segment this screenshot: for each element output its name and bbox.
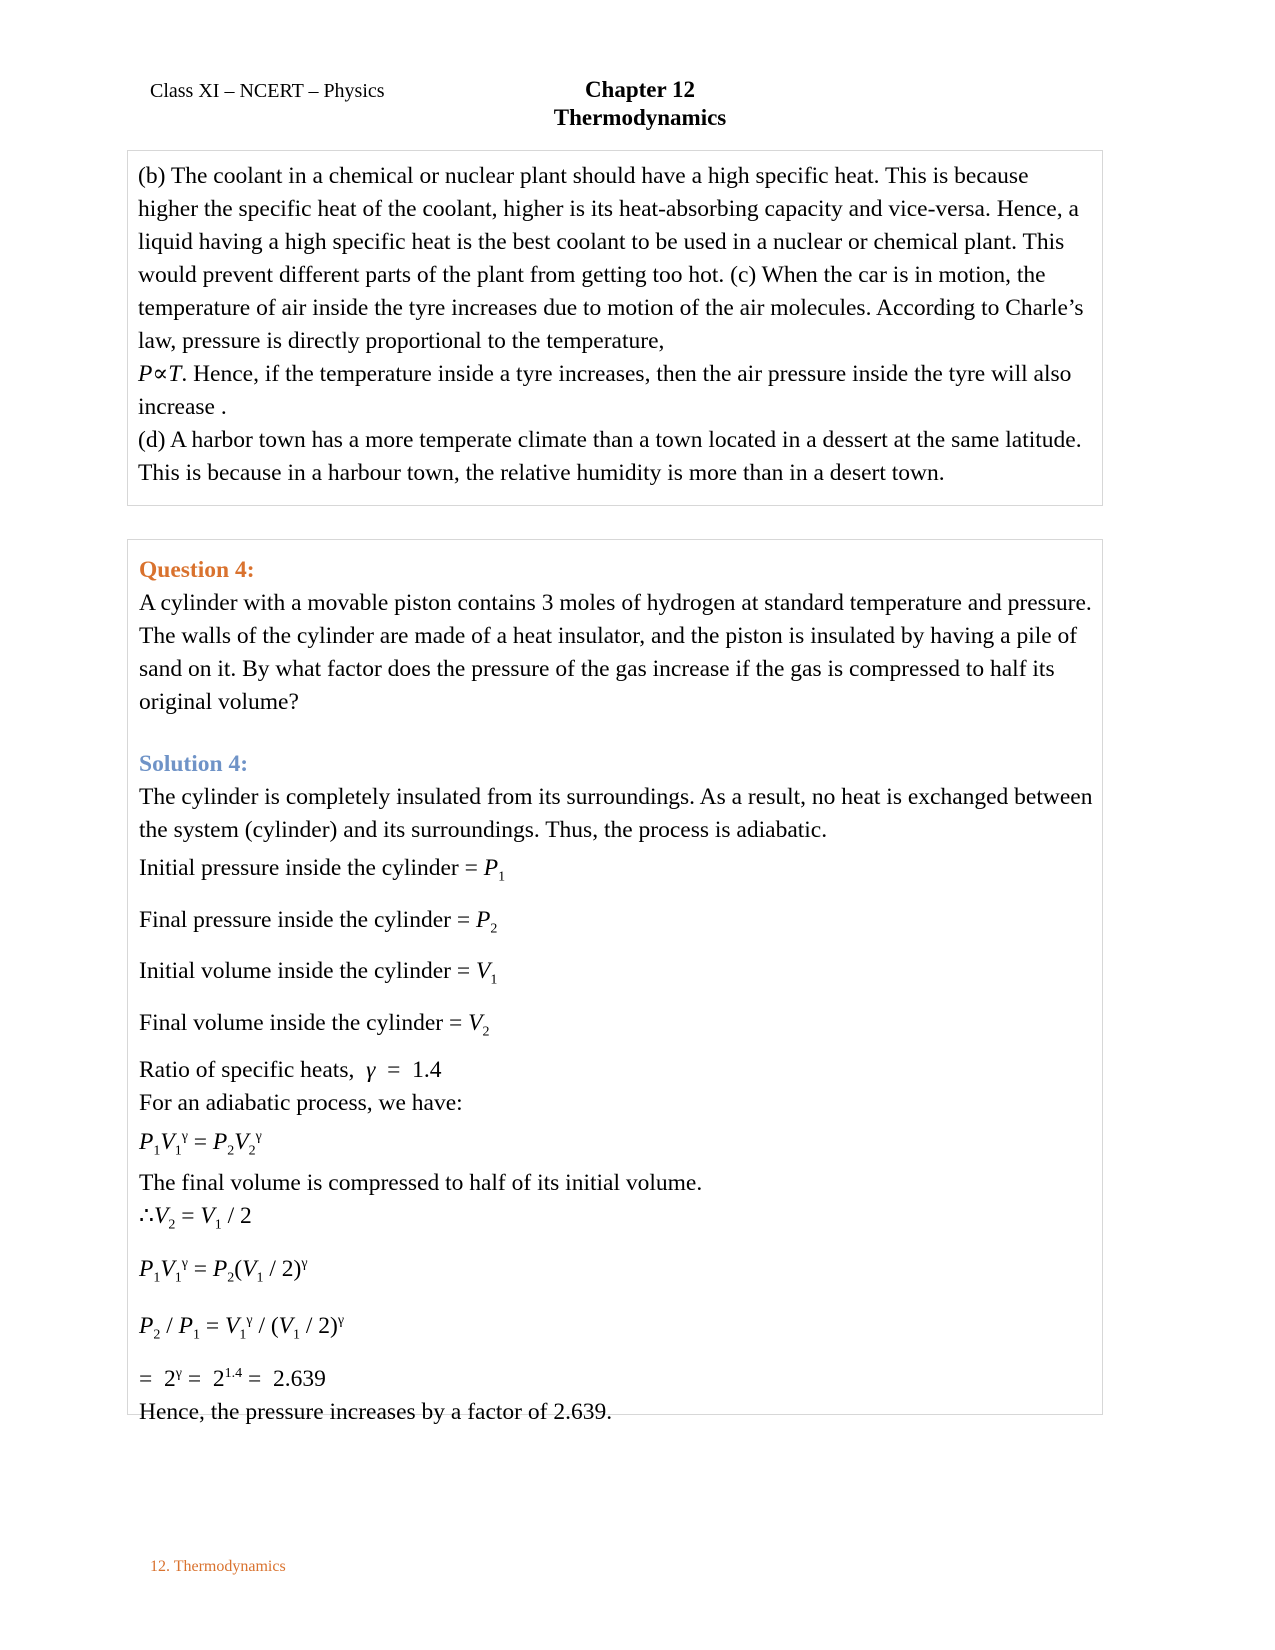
initial-pressure-line: Initial pressure inside the cylinder = $P_1$ xyxy=(139,855,506,885)
result-equation: = $2^\gamma = 2^{1.4} = 2.639$ xyxy=(139,1365,326,1392)
question-text: A cylinder with a movable piston contains 3 moles of hydrogen at standard temperature and pressure. The walls of the cylinder are made of a heat insulator, and the piston is insulated by having a pile of sand on it. By what factor does the pressure of the gas increase if the gas is compressed to half its original volume? xyxy=(139,590,1092,715)
volume-relation: $\therefore V_2 = V_1 / 2$ xyxy=(139,1203,252,1233)
proportional-formula: P∝T xyxy=(138,361,182,387)
answer-paragraph-b: (b) The coolant in a chemical or nuclear plant should have a high specific heat. This is because higher the specific heat of the coolant, higher is its heat-absorbing capacity and vice-versa. Hence, a liquid having a high specific heat is the best coolant to be used in a nuclear or chemical plant. This would prevent different parts of the plant from getting too hot. (c) When the car is in motion, the temperature of air inside the tyre increases due to motion of the air molecules. According to Charle’s law, pressure is directly proportional to the temperature, P∝T. Hence, if the temperature inside a tyre increases, then the air pressure inside the tyre will also increase . xyxy=(138,163,1084,420)
ratio-specific-heats-line: Ratio of specific heats, γ = 1.4 xyxy=(139,1056,442,1083)
solution-intro: The cylinder is completely insulated from its surroundings. As a result, no heat is exchanged between the system (cylinder) and its surroundings. Thus, the process is adiabatic. xyxy=(139,784,1093,843)
question-solution-box xyxy=(127,539,1103,1425)
substitution-equation: $P_1V_1^\gamma = P_2(V_1 / 2)^\gamma$ xyxy=(139,1255,308,1286)
pressure-ratio-equation: $P_2 / P_1 = V_1^\gamma / (V_1 / 2)^\gamma$ xyxy=(139,1313,345,1343)
final-pressure-line: Final pressure inside the cylinder = $P_2$ xyxy=(139,906,498,937)
chapter-title: Thermodynamics xyxy=(553,105,727,130)
adiabatic-equation: $P_1V_1^\gamma = P_2V_2^\gamma$ xyxy=(139,1128,262,1159)
header-class-label: Class XI – NCERT – Physics xyxy=(150,80,385,102)
final-volume-line: Final volume inside the cylinder = $V_2$ xyxy=(139,1010,490,1040)
chapter-number: Chapter 12 xyxy=(584,77,696,102)
answer-continuation-box xyxy=(127,150,1103,506)
footer-chapter-label: 12. Thermodynamics xyxy=(150,1558,286,1575)
compression-statement: The final volume is compressed to half of its initial volume. xyxy=(139,1170,703,1197)
question-heading: Question 4: xyxy=(139,557,255,583)
answer-paragraph-d: (d) A harbor town has a more temperate climate than a town located in a dessert at the same latitude. This is because in a harbour town, the relative humidity is more than in a desert town. xyxy=(138,427,1082,486)
solution-heading: Solution 4: xyxy=(139,751,249,777)
initial-volume-line: Initial volume inside the cylinder = $V_1$ xyxy=(139,958,498,989)
header-chapter xyxy=(540,76,740,132)
conclusion: Hence, the pressure increases by a factor of 2.639. xyxy=(139,1398,613,1425)
adiabatic-statement: For an adiabatic process, we have: xyxy=(139,1089,463,1116)
